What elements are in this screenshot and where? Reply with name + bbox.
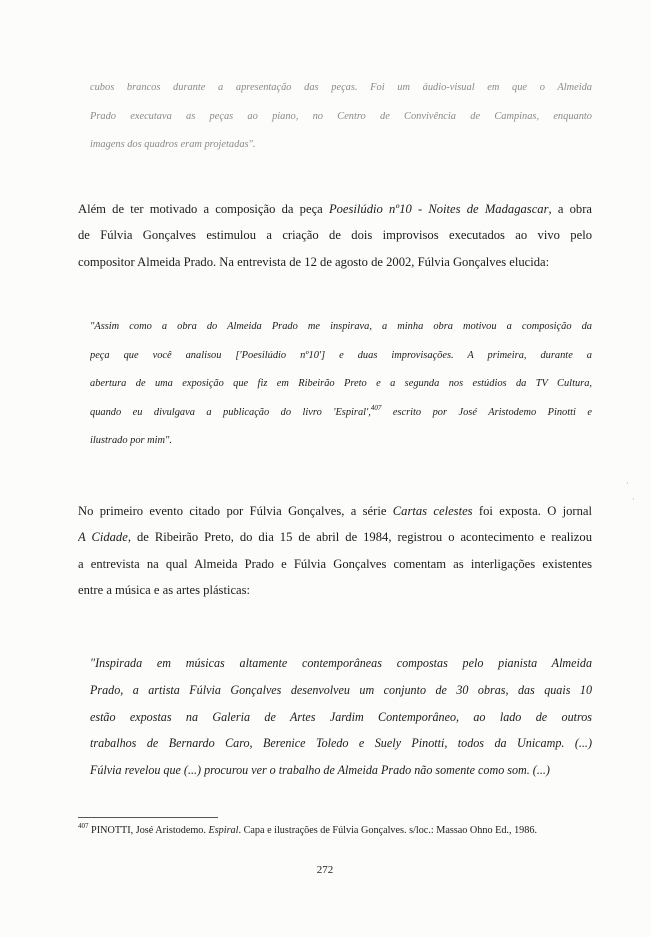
paragraph-2-text: , de Ribeirão Preto, do dia 15 de abril de 1984, registrou o acontecimento e realizou <box>127 530 592 545</box>
scan-speck: · <box>626 478 629 488</box>
quote-2-line: "Assim como a obra do Almeida Prado me inspirava, a minha obra motivou a composição da <box>90 321 592 332</box>
quote-3-line: Fúlvia revelou que (...) procurou ver o trabalho de Almeida Prado não somente como som. (...) <box>90 763 550 778</box>
paragraph-1-text: Além de ter motivado a composição da peça <box>78 202 329 216</box>
footnote-reference: 407 <box>370 403 382 412</box>
paragraph-1-line: compositor Almeida Prado. Na entrevista de 12 de agosto de 2002, Fúlvia Gonçalves elucida: <box>78 254 550 269</box>
paragraph-2-line <box>78 498 592 524</box>
paragraph-2 <box>78 498 592 603</box>
quote-2-line <box>90 399 592 428</box>
page-number: 272 <box>316 864 334 876</box>
paragraph-2-line <box>78 524 592 550</box>
block-quote-2 <box>78 313 592 456</box>
scan-speck: · <box>632 494 635 504</box>
newspaper-title: A Cidade <box>78 530 128 545</box>
paragraph-2-line: entre a música e as artes plásticas: <box>78 582 251 597</box>
quote-2-text: escrito por José Aristodemo Pinotti e <box>381 406 592 418</box>
quote-2-line: ilustrado por mim". <box>90 435 173 446</box>
footnote-book-title: Espiral <box>208 825 239 836</box>
work-title: Poesilúdio nº10 - Noites de Madagascar <box>328 202 549 216</box>
footnote-divider <box>78 817 218 818</box>
quote-3-line: estão expostas na Galeria de Artes Jardim Contemporâneo, ao lado de outros <box>90 709 592 724</box>
block-quote-3 <box>78 650 592 784</box>
paragraph-1 <box>78 196 592 275</box>
paragraph-1-line <box>78 196 592 222</box>
quote-2-line: peça que você analisou ['Poesilúdio nº10'] e duas improvisações. A primeira, durante a <box>90 349 592 361</box>
paragraph-2-line: a entrevista na qual Almeida Prado e Fúlvia Gonçalves comentam as interligações existentes <box>78 556 592 571</box>
footnote-author: PINOTTI, José Aristodemo. <box>88 825 209 836</box>
paragraph-2-text: foi exposta. O jornal <box>472 504 592 518</box>
series-title: Cartas celestes <box>392 504 473 518</box>
quote-2-text: quando eu divulgava a publicação do livro 'Espiral', <box>90 406 371 418</box>
quote-3-line: "Inspirada em músicas altamente contemporâneas compostas pelo pianista Almeida <box>90 656 592 670</box>
quote-1-line: imagens dos quadros eram projetadas". <box>90 139 256 150</box>
footnote-number: 407 <box>78 822 89 830</box>
quote-3-line: Prado, a artista Fúlvia Gonçalves desenvolveu um conjunto de 30 obras, das quais 10 <box>90 682 592 697</box>
footnote <box>78 822 598 836</box>
block-quote-1 <box>78 74 592 160</box>
paragraph-2-text: No primeiro evento citado por Fúlvia Gonçalves, a série <box>78 504 393 518</box>
paragraph-1-line: de Fúlvia Gonçalves estimulou a criação de dois improvisos executados ao vivo pelo <box>78 228 592 243</box>
quote-1-line: Prado executava as peças ao piano, no Centro de Convivência de Campinas, enquanto <box>90 110 592 122</box>
quote-1-line: cubos brancos durante a apresentação das peças. Foi um áudio-visual em que o Almeida <box>90 82 592 93</box>
paragraph-1-text: , a obra <box>548 202 592 216</box>
quote-2-line: abertura de uma exposição que fiz em Ribeirão Preto e a segunda nos estúdios da TV Cultura, <box>90 378 592 389</box>
quote-3-line: trabalhos de Bernardo Caro, Berenice Toledo e Suely Pinotti, todos da Unicamp. (...) <box>90 736 592 751</box>
footnote-details: . Capa e ilustrações de Fúlvia Gonçalves. s/loc.: Massao Ohno Ed., 1986. <box>238 825 537 836</box>
